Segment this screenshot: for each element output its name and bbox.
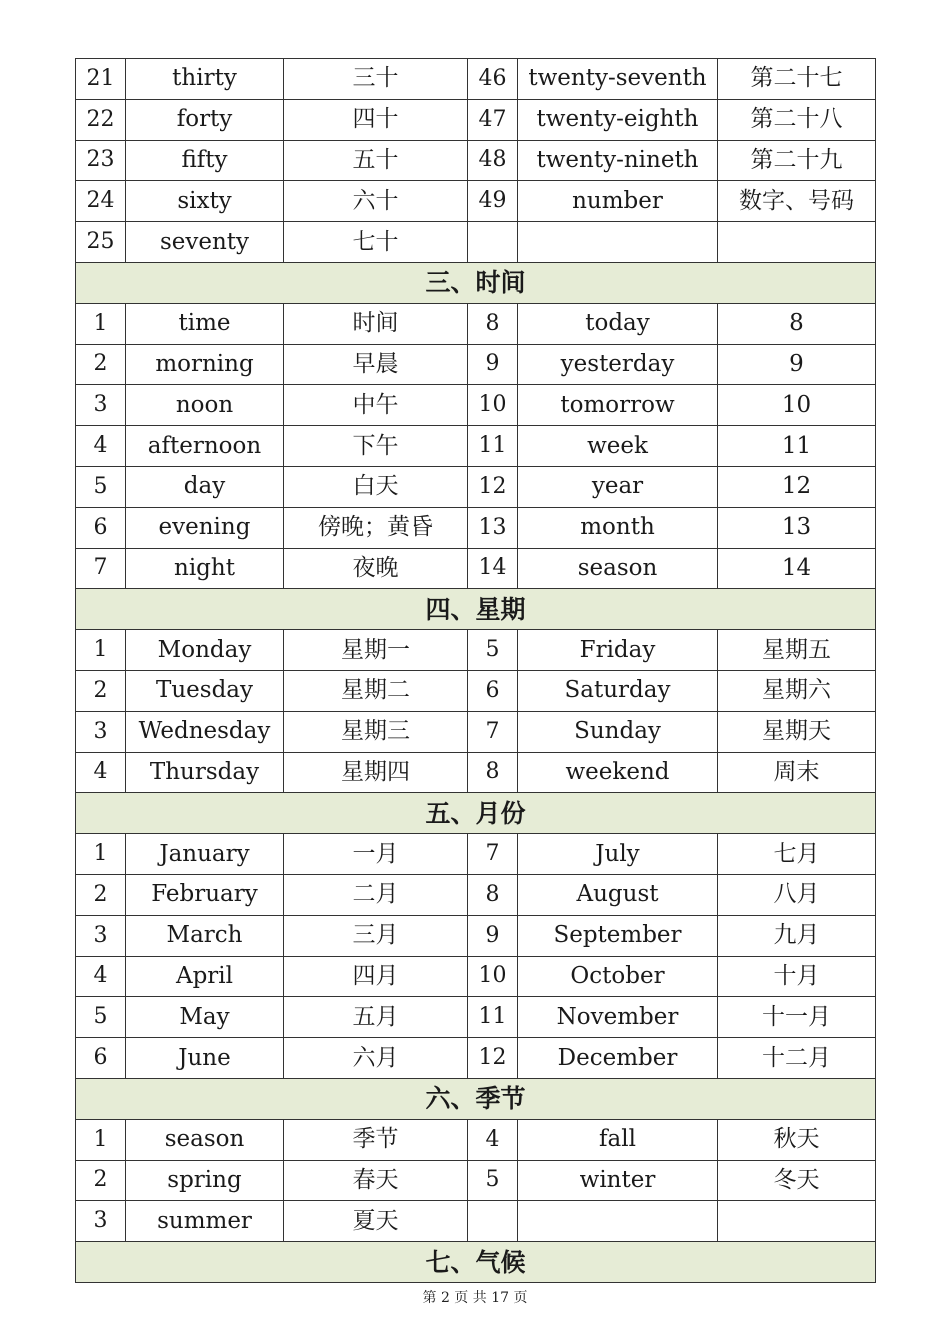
chinese-meaning-cell: 星期五 (718, 630, 876, 671)
chinese-meaning-cell: 第二十九 (718, 140, 876, 181)
english-word-cell: fifty (126, 140, 284, 181)
chinese-meaning-cell: 秋天 (718, 1119, 876, 1160)
entry-number-cell: 3 (76, 711, 126, 752)
section-title: 六、季节 (76, 1078, 876, 1119)
table-row (76, 874, 876, 915)
chinese-meaning-cell: 三十 (284, 59, 468, 100)
english-word-cell: October (518, 956, 718, 997)
english-word-cell: August (518, 874, 718, 915)
chinese-meaning-cell: 13 (718, 507, 876, 548)
entry-number-cell: 8 (468, 874, 518, 915)
chinese-meaning-cell: 十一月 (718, 997, 876, 1038)
entry-number-cell: 9 (468, 915, 518, 956)
english-word-cell: time (126, 303, 284, 344)
entry-number-cell: 6 (468, 670, 518, 711)
english-word-cell: week (518, 426, 718, 467)
chinese-meaning-cell: 夜晚 (284, 548, 468, 589)
english-word-cell: twenty-nineth (518, 140, 718, 181)
chinese-meaning-cell: 星期二 (284, 670, 468, 711)
table-row (76, 507, 876, 548)
english-word-cell: afternoon (126, 426, 284, 467)
entry-number-cell (468, 1201, 518, 1242)
entry-number-cell: 3 (76, 915, 126, 956)
entry-number-cell: 11 (468, 426, 518, 467)
english-word-cell: twenty-seventh (518, 59, 718, 100)
chinese-meaning-cell: 11 (718, 426, 876, 467)
chinese-meaning-cell: 星期六 (718, 670, 876, 711)
entry-number-cell: 7 (76, 548, 126, 589)
chinese-meaning-cell: 六十 (284, 181, 468, 222)
entry-number-cell: 12 (468, 1038, 518, 1079)
english-word-cell: Tuesday (126, 670, 284, 711)
chinese-meaning-cell: 二月 (284, 874, 468, 915)
chinese-meaning-cell: 五月 (284, 997, 468, 1038)
chinese-meaning-cell: 星期天 (718, 711, 876, 752)
english-word-cell: Sunday (518, 711, 718, 752)
chinese-meaning-cell: 四月 (284, 956, 468, 997)
english-word-cell: May (126, 997, 284, 1038)
section-header-row (76, 262, 876, 303)
entry-number-cell: 11 (468, 997, 518, 1038)
chinese-meaning-cell: 下午 (284, 426, 468, 467)
chinese-meaning-cell: 十月 (718, 956, 876, 997)
entry-number-cell: 8 (468, 303, 518, 344)
chinese-meaning-cell: 傍晚；黄昏 (284, 507, 468, 548)
table-row (76, 1160, 876, 1201)
entry-number-cell: 10 (468, 385, 518, 426)
english-word-cell: weekend (518, 752, 718, 793)
entry-number-cell: 2 (76, 1160, 126, 1201)
entry-number-cell: 1 (76, 1119, 126, 1160)
chinese-meaning-cell: 第二十七 (718, 59, 876, 100)
entry-number-cell: 2 (76, 670, 126, 711)
entry-number-cell (468, 222, 518, 263)
chinese-meaning-cell: 一月 (284, 834, 468, 875)
english-word-cell: January (126, 834, 284, 875)
english-word-cell: year (518, 466, 718, 507)
chinese-meaning-cell: 早晨 (284, 344, 468, 385)
entry-number-cell: 6 (76, 1038, 126, 1079)
table-row (76, 711, 876, 752)
entry-number-cell: 4 (76, 426, 126, 467)
entry-number-cell: 24 (76, 181, 126, 222)
entry-number-cell: 48 (468, 140, 518, 181)
chinese-meaning-cell (718, 1201, 876, 1242)
entry-number-cell: 5 (468, 1160, 518, 1201)
english-word-cell: June (126, 1038, 284, 1079)
english-word-cell: seventy (126, 222, 284, 263)
entry-number-cell: 49 (468, 181, 518, 222)
table-row (76, 59, 876, 100)
chinese-meaning-cell: 冬天 (718, 1160, 876, 1201)
english-word-cell: Wednesday (126, 711, 284, 752)
english-word-cell: tomorrow (518, 385, 718, 426)
section-header-row (76, 589, 876, 630)
table-row (76, 997, 876, 1038)
entry-number-cell: 7 (468, 834, 518, 875)
entry-number-cell: 3 (76, 1201, 126, 1242)
chinese-meaning-cell: 春天 (284, 1160, 468, 1201)
english-word-cell: Thursday (126, 752, 284, 793)
table-row (76, 140, 876, 181)
table-row (76, 1201, 876, 1242)
english-word-cell: morning (126, 344, 284, 385)
chinese-meaning-cell: 夏天 (284, 1201, 468, 1242)
table-row (76, 548, 876, 589)
table-row (76, 1038, 876, 1079)
entry-number-cell: 12 (468, 466, 518, 507)
entry-number-cell: 1 (76, 303, 126, 344)
entry-number-cell: 13 (468, 507, 518, 548)
english-word-cell: season (126, 1119, 284, 1160)
english-word-cell: forty (126, 99, 284, 140)
chinese-meaning-cell: 8 (718, 303, 876, 344)
english-word-cell: summer (126, 1201, 284, 1242)
english-word-cell: Friday (518, 630, 718, 671)
table-row (76, 181, 876, 222)
chinese-meaning-cell: 星期四 (284, 752, 468, 793)
chinese-meaning-cell: 四十 (284, 99, 468, 140)
section-title: 七、气候 (76, 1242, 876, 1283)
section-title: 三、时间 (76, 262, 876, 303)
chinese-meaning-cell: 七十 (284, 222, 468, 263)
entry-number-cell: 9 (468, 344, 518, 385)
section-title: 四、星期 (76, 589, 876, 630)
english-word-cell: evening (126, 507, 284, 548)
english-word-cell: winter (518, 1160, 718, 1201)
english-word-cell: spring (126, 1160, 284, 1201)
table-row (76, 1119, 876, 1160)
table-row (76, 222, 876, 263)
entry-number-cell: 5 (76, 997, 126, 1038)
english-word-cell: sixty (126, 181, 284, 222)
chinese-meaning-cell: 数字、号码 (718, 181, 876, 222)
entry-number-cell: 1 (76, 834, 126, 875)
table-row (76, 915, 876, 956)
table-row (76, 344, 876, 385)
chinese-meaning-cell: 14 (718, 548, 876, 589)
entry-number-cell: 1 (76, 630, 126, 671)
entry-number-cell: 21 (76, 59, 126, 100)
chinese-meaning-cell: 时间 (284, 303, 468, 344)
section-header-row (76, 1078, 876, 1119)
entry-number-cell: 10 (468, 956, 518, 997)
section-header-row (76, 1242, 876, 1283)
table-row (76, 670, 876, 711)
table-row (76, 466, 876, 507)
english-word-cell: April (126, 956, 284, 997)
vocabulary-table (75, 58, 876, 1283)
chinese-meaning-cell: 白天 (284, 466, 468, 507)
entry-number-cell: 23 (76, 140, 126, 181)
entry-number-cell: 6 (76, 507, 126, 548)
english-word-cell: September (518, 915, 718, 956)
entry-number-cell: 4 (76, 956, 126, 997)
english-word-cell: night (126, 548, 284, 589)
english-word-cell: December (518, 1038, 718, 1079)
english-word-cell: today (518, 303, 718, 344)
chinese-meaning-cell: 第二十八 (718, 99, 876, 140)
chinese-meaning-cell: 12 (718, 466, 876, 507)
chinese-meaning-cell: 中午 (284, 385, 468, 426)
table-row (76, 752, 876, 793)
english-word-cell: March (126, 915, 284, 956)
english-word-cell: Saturday (518, 670, 718, 711)
english-word-cell: twenty-eighth (518, 99, 718, 140)
table-row (76, 834, 876, 875)
chinese-meaning-cell: 星期三 (284, 711, 468, 752)
english-word-cell: fall (518, 1119, 718, 1160)
chinese-meaning-cell: 9 (718, 344, 876, 385)
english-word-cell: number (518, 181, 718, 222)
entry-number-cell: 4 (76, 752, 126, 793)
entry-number-cell: 46 (468, 59, 518, 100)
entry-number-cell: 47 (468, 99, 518, 140)
chinese-meaning-cell: 三月 (284, 915, 468, 956)
table-row (76, 426, 876, 467)
entry-number-cell: 5 (468, 630, 518, 671)
entry-number-cell: 3 (76, 385, 126, 426)
english-word-cell: day (126, 466, 284, 507)
table-row (76, 956, 876, 997)
entry-number-cell: 5 (76, 466, 126, 507)
english-word-cell: noon (126, 385, 284, 426)
chinese-meaning-cell: 十二月 (718, 1038, 876, 1079)
english-word-cell: Monday (126, 630, 284, 671)
entry-number-cell: 8 (468, 752, 518, 793)
english-word-cell: thirty (126, 59, 284, 100)
table-row (76, 385, 876, 426)
english-word-cell: yesterday (518, 344, 718, 385)
english-word-cell: July (518, 834, 718, 875)
chinese-meaning-cell: 五十 (284, 140, 468, 181)
section-header-row (76, 793, 876, 834)
english-word-cell: November (518, 997, 718, 1038)
entry-number-cell: 2 (76, 344, 126, 385)
chinese-meaning-cell: 七月 (718, 834, 876, 875)
english-word-cell: season (518, 548, 718, 589)
table-row (76, 303, 876, 344)
entry-number-cell: 25 (76, 222, 126, 263)
english-word-cell: February (126, 874, 284, 915)
chinese-meaning-cell: 星期一 (284, 630, 468, 671)
entry-number-cell: 2 (76, 874, 126, 915)
vocabulary-table-body (76, 59, 876, 1283)
table-row (76, 99, 876, 140)
english-word-cell (518, 222, 718, 263)
entry-number-cell: 7 (468, 711, 518, 752)
english-word-cell (518, 1201, 718, 1242)
chinese-meaning-cell (718, 222, 876, 263)
chinese-meaning-cell: 九月 (718, 915, 876, 956)
chinese-meaning-cell: 10 (718, 385, 876, 426)
chinese-meaning-cell: 六月 (284, 1038, 468, 1079)
english-word-cell: month (518, 507, 718, 548)
entry-number-cell: 22 (76, 99, 126, 140)
table-row (76, 630, 876, 671)
entry-number-cell: 14 (468, 548, 518, 589)
chinese-meaning-cell: 周末 (718, 752, 876, 793)
entry-number-cell: 4 (468, 1119, 518, 1160)
section-title: 五、月份 (76, 793, 876, 834)
page-footer: 第 2 页 共 17 页 (422, 1290, 528, 1306)
chinese-meaning-cell: 八月 (718, 874, 876, 915)
chinese-meaning-cell: 季节 (284, 1119, 468, 1160)
